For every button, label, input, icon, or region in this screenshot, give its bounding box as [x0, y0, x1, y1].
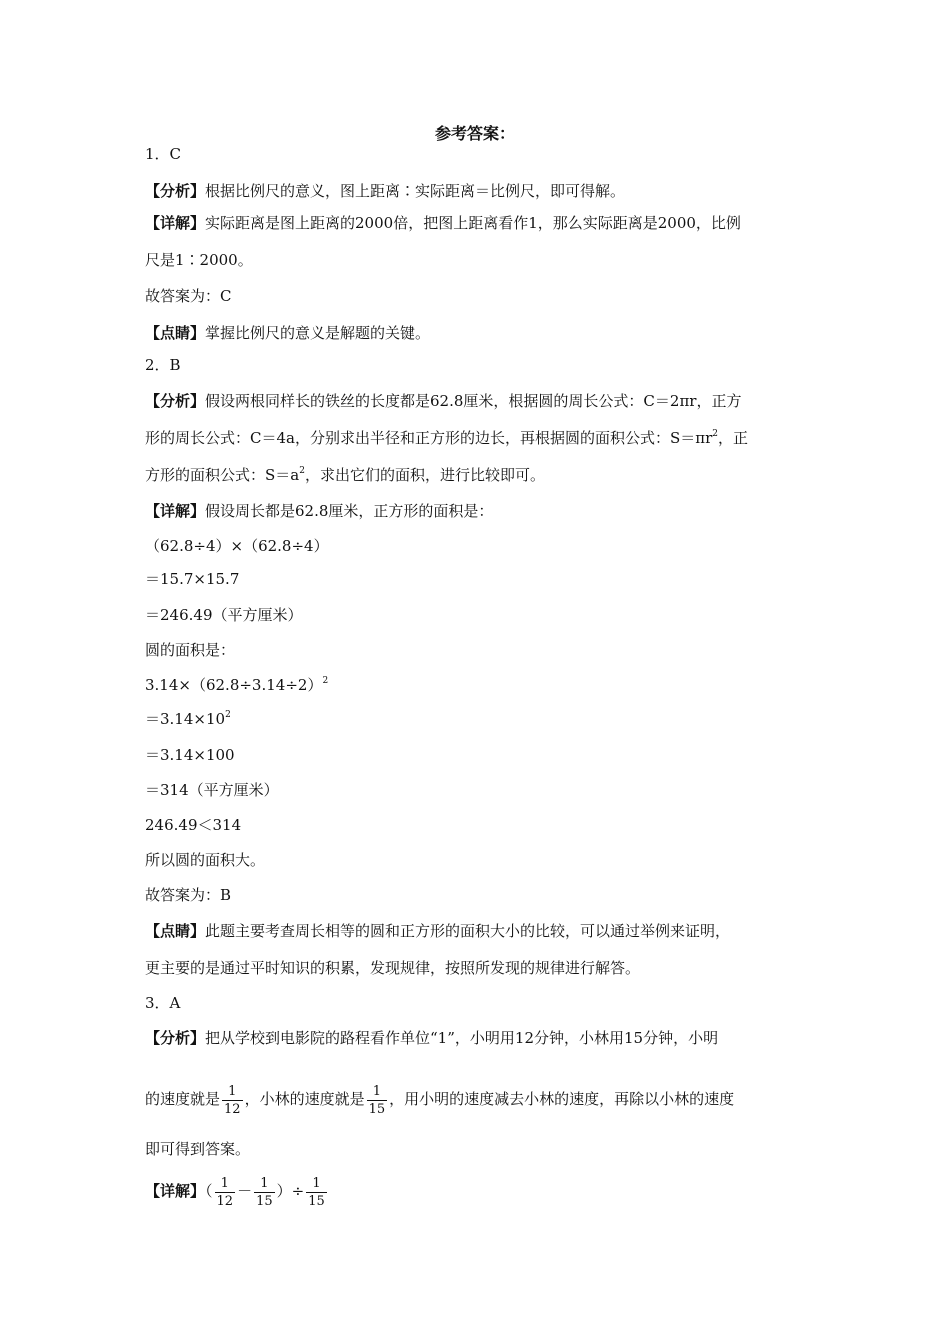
q2-calc-line: $=3.14\times 10^2$	[145, 710, 231, 728]
q2-comment	[145, 921, 730, 941]
analysis-tag: 【分析】	[145, 1029, 206, 1047]
comment-tag: 【点睛】	[145, 324, 206, 342]
analysis-text: 把从学校到电影院的路程看作单位“1”，小明用12分钟，小林用15分钟，小明	[205, 1029, 719, 1047]
q3-analysis-cont2: 即可得到答案。	[145, 1140, 251, 1158]
page-title: 参考答案：	[434, 124, 515, 143]
q1-detail	[145, 213, 741, 233]
detail-tag: 【详解】	[145, 1182, 206, 1200]
q1-number: 1．C	[145, 145, 182, 163]
analysis-tag: 【分析】	[145, 392, 206, 410]
q2-calc-line: $3.14\times(62.8\div 3.14\div 2)^2$	[145, 676, 329, 694]
q2-detail	[145, 501, 493, 521]
fraction: $\frac{1}{15}$	[368, 1083, 386, 1117]
q1-analysis	[145, 181, 625, 201]
q2-calc-line: ＝314（平方厘米）	[145, 781, 279, 799]
analysis-tag: 【分析】	[145, 182, 206, 200]
detail-tag: 【详解】	[145, 214, 206, 232]
detail-text: 假设周长都是62.8厘米，正方形的面积是：	[205, 502, 494, 520]
q1-comment	[145, 323, 430, 343]
q2-comment-cont: 更主要的是通过平时知识的积累，发现规律，按照所发现的规律进行解答。	[145, 959, 641, 977]
q2-calc-line: ＝246.49（平方厘米）	[145, 606, 303, 624]
comment-text: 掌握比例尺的意义是解题的关键。	[205, 324, 431, 342]
q2-answer: 故答案为：B	[145, 886, 232, 904]
q2-calc-line: 圆的面积是：	[145, 641, 236, 659]
q2-calc-line: ＝15.7×15.7	[145, 570, 240, 588]
q2-analysis-cont: 形的周长公式：C＝4a，分别求出半径和正方形的边长，再根据圆的面积公式：$S=\pi r^2$，正	[145, 429, 749, 447]
analysis-text: 假设两根同样长的铁丝的长度都是62.8厘米，根据圆的周长公式：C＝2πr，正方	[205, 392, 742, 410]
q2-number: 2．B	[145, 356, 181, 374]
q1-detail-cont: 尺是1∶2000。	[145, 251, 253, 269]
fraction: $\frac{1}{12}$	[216, 1175, 234, 1209]
fraction: $\frac{1}{12}$	[224, 1083, 241, 1117]
q2-calc-line: 246.49＜314	[145, 816, 242, 834]
detail-tag: 【详解】	[145, 502, 206, 520]
q2-analysis	[145, 391, 741, 411]
comment-tag: 【点睛】	[145, 922, 206, 940]
q1-answer: 故答案为：C	[145, 287, 232, 305]
fraction: $\frac{1}{15}$	[308, 1175, 325, 1209]
fraction: $\frac{1}{15}$	[256, 1175, 273, 1209]
q2-calc-line: 所以圆的面积大。	[145, 851, 266, 869]
q3-number: 3．A	[145, 994, 181, 1012]
q3-analysis	[145, 1028, 718, 1048]
q2-calc-line: （62.8÷4）×（62.8÷4）	[145, 537, 329, 555]
q2-calc-line: ＝3.14×100	[145, 746, 235, 764]
q3-detail: 【详解】（ $\frac{1}{12}$ － $\frac{1}{15}$ ）÷ $\frac{1}{15}$	[145, 1175, 325, 1209]
analysis-text: 根据比例尺的意义，图上距离∶实际距离＝比例尺，即可得解。	[205, 182, 626, 200]
q3-analysis-cont: 的速度就是 $\frac{1}{12}$ ，小林的速度就是 $\frac{1}{15}$ ，用小明的速度减去小林的速度，再除以小林的速度	[145, 1083, 735, 1117]
detail-text: 实际距离是图上距离的2000倍，把图上距离看作1，那么实际距离是2000，比例	[205, 214, 741, 232]
comment-text: 此题主要考查周长相等的圆和正方形的面积大小的比较，可以通过举例来证明，	[205, 922, 731, 940]
q2-analysis-cont2: 方形的面积公式：$S=a^2$，求出它们的面积，进行比较即可。	[145, 466, 545, 484]
